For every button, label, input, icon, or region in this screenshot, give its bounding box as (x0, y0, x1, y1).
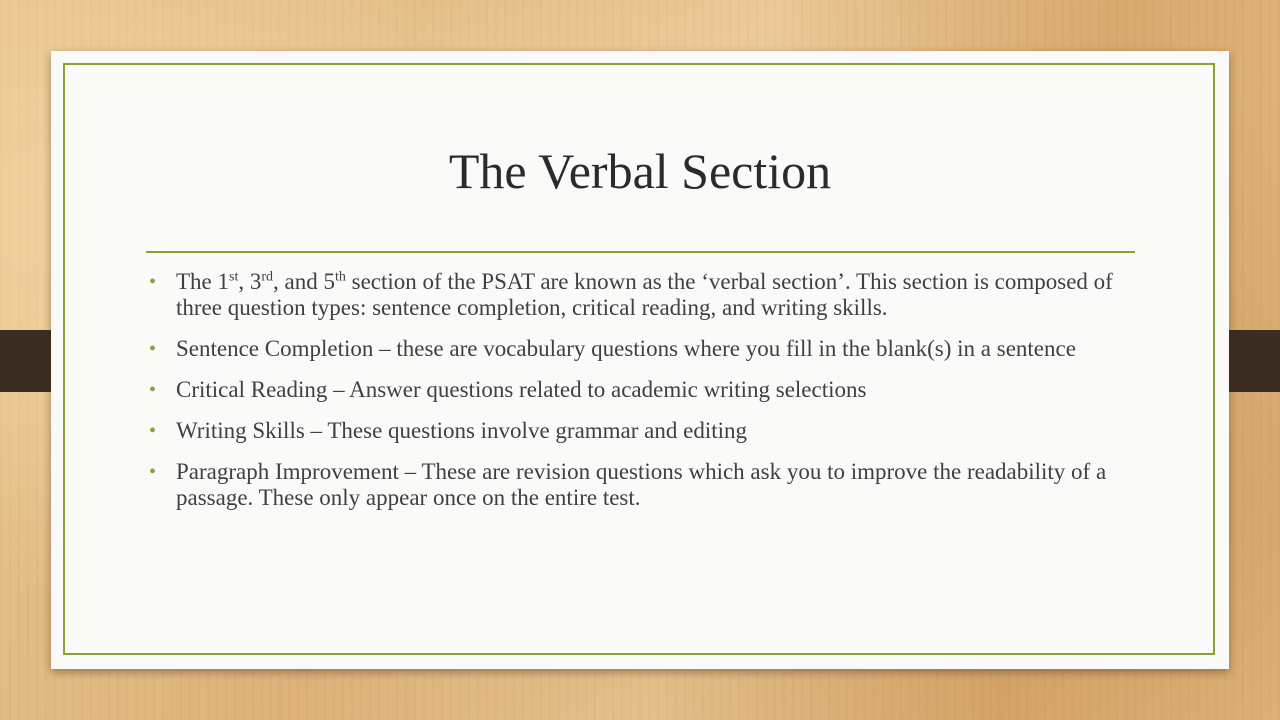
slide (51, 51, 1229, 669)
bullet-dot-icon: • (149, 338, 157, 360)
bullet-dot-icon: • (149, 420, 157, 442)
bullet-item (146, 336, 1136, 362)
bullet-dot-icon: • (149, 271, 157, 293)
bullet-item (146, 418, 1136, 444)
bullet-item (146, 269, 1136, 321)
bullet-text: Sentence Completion – these are vocabulary questions where you fill in the blank(s) in a sentence (176, 336, 1076, 361)
bullet-text-part: , and 5 (273, 269, 335, 294)
bullet-list (146, 269, 1136, 526)
bullet-item (146, 459, 1136, 511)
bullet-text: Critical Reading – Answer questions related to academic writing selections (176, 377, 867, 402)
bullet-text-part: , 3 (238, 269, 262, 294)
ordinal-suffix: st (229, 269, 239, 285)
ordinal-suffix: rd (261, 269, 274, 285)
title-divider (146, 251, 1135, 253)
bullet-text-part: section of the PSAT are known as the ‘verbal section’. This section is composed of three question types: sentence completion, critical reading, and writing skills. (176, 269, 1113, 320)
slide-title: The Verbal Section (448, 143, 832, 199)
bullet-text: Paragraph Improvement – These are revision questions which ask you to improve the readability of a passage. These only appear once on the entire test. (176, 459, 1107, 510)
ordinal-suffix: th (335, 269, 346, 285)
bullet-item (146, 377, 1136, 403)
bullet-text: Writing Skills – These questions involve grammar and editing (176, 418, 748, 443)
bullet-dot-icon: • (149, 461, 157, 483)
bullet-text-part: The 1 (176, 269, 230, 294)
bullet-dot-icon: • (149, 379, 157, 401)
